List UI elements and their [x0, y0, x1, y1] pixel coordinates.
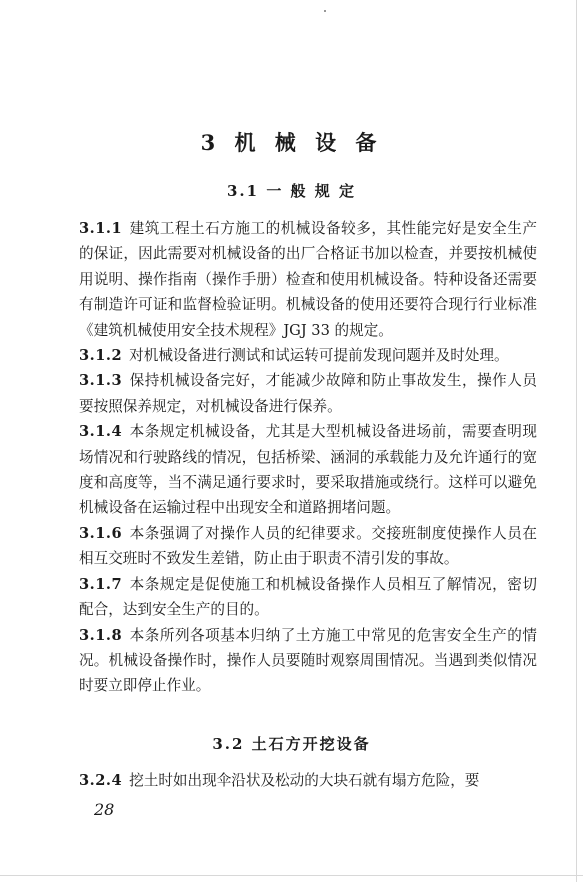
clause-text: 本条所列各项基本归纳了土方施工中常见的危害安全生产的情况。机械设备操作时，操作人员要随时观察周围情况。当遇到类似情况时要立即停止作业。 — [79, 626, 537, 695]
clause-text: 保持机械设备完好，才能减少故障和防止事故发生，操作人员要按照保养规定，对机械设备进行保养。 — [79, 372, 537, 415]
clause-text: 本条规定机械设备，尤其是大型机械设备进场前，需要查明现场情况和行驶路线的情况，包括桥梁、涵洞的承载能力及允许通行的宽度和高度等，当不满足通行要求时，要采取措施或绕行。这样可以避免机械设备在运输过程中出现安全和道路拥堵问题。 — [79, 423, 537, 517]
section-3-1-body — [79, 216, 537, 699]
page-number: 28 — [94, 800, 115, 819]
clause-number: 3.1.2 — [79, 347, 123, 365]
section-title-3-1: 3.1 一 般 规 定 — [227, 182, 356, 200]
scan-speck — [324, 10, 326, 12]
clause-number: 3.1.6 — [79, 524, 123, 542]
page-edge-bottom — [0, 875, 583, 876]
clause-text: 对机械设备进行测试和试运转可提前发现问题并及时处理。 — [129, 347, 509, 365]
clause-number: 3.1.7 — [79, 575, 123, 593]
paragraph-3-1-4 — [79, 419, 537, 521]
clause-number: 3.1.4 — [79, 423, 123, 441]
paragraph-3-1-8 — [79, 623, 537, 699]
clause-number: 3.2.4 — [79, 772, 123, 789]
paragraph-3-1-2 — [79, 343, 537, 368]
paragraph-3-1-6 — [79, 521, 537, 572]
clause-number: 3.1.8 — [79, 626, 123, 644]
clause-number: 3.1.1 — [79, 220, 123, 237]
clause-text: 建筑工程土石方施工的机械设备较多，其性能完好是安全生产的保证，因此需要对机械设备的出厂合格证书加以检查，并要按机械使用说明、操作指南（操作手册）检查和使用机械设备。特种设备还需要有制造许可证和监督检验证明。机械设备的使用还要符合现行行业标准《建筑机械使用安全技术规程》JGJ 33 的规定。 — [79, 220, 537, 339]
paragraph-3-1-1 — [79, 216, 537, 343]
paragraph-3-2-4 — [79, 768, 537, 793]
clause-text: 本条规定是促使施工和机械设备操作人员相互了解情况，密切配合，达到安全生产的目的。 — [79, 575, 537, 619]
section-title-3-2: 3.2 土石方开挖设备 — [212, 735, 371, 753]
clause-text: 本条强调了对操作人员的纪律要求。交接班制度使操作人员在相互交班时不致发生差错，防止由于职责不清引发的事故。 — [79, 524, 537, 568]
clause-text: 挖土时如出现伞沿状及松动的大块石就有塌方危险，要 — [129, 772, 480, 789]
paragraph-3-1-7 — [79, 572, 537, 623]
paragraph-3-1-3 — [79, 368, 537, 419]
chapter-title: 3 机 械 设 备 — [200, 130, 383, 155]
clause-number: 3.1.3 — [79, 372, 123, 390]
section-3-2-body — [79, 768, 537, 793]
